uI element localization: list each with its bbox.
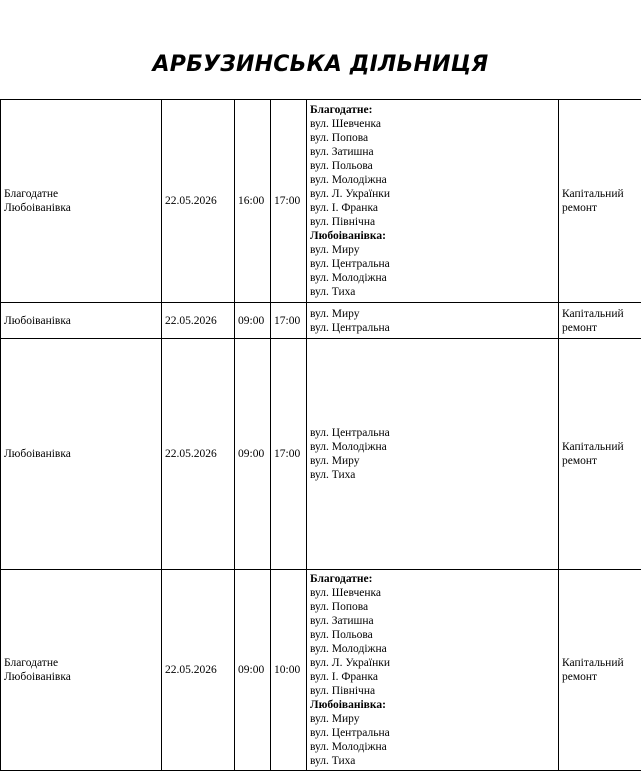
street-name: вул. Тиха [310, 469, 356, 481]
settlement-name: Благодатне [4, 188, 59, 200]
date-cell: 22.05.2026 [162, 570, 235, 771]
settlement-heading: Благодатне: [310, 104, 373, 116]
table-row [1, 100, 641, 303]
end-time-cell: 17:00 [271, 303, 307, 339]
start-time-cell: 09:00 [235, 570, 271, 771]
reason-text: ремонт [562, 202, 598, 214]
street-name: вул. Центральна [310, 427, 390, 439]
street-name: вул. Центральна [310, 727, 390, 739]
reason-text: ремонт [562, 455, 598, 467]
reason-cell [559, 100, 641, 303]
reason-text: Капітальний [562, 307, 624, 320]
street-name: вул. Попова [310, 601, 369, 613]
street-name: вул. Затишна [310, 615, 374, 627]
street-name: вул. Північна [310, 685, 376, 697]
date-cell: 22.05.2026 [162, 303, 235, 339]
reason-cell [559, 303, 641, 339]
reason-text: Капітальний [562, 188, 624, 200]
reason-text: Капітальний [562, 657, 624, 669]
street-name: вул. Л. Українки [310, 188, 390, 200]
settlement-name: Любоіванівка [4, 202, 71, 214]
start-time-cell: 09:00 [235, 303, 271, 339]
settlements-cell [1, 100, 162, 303]
street-name: вул. Центральна [310, 321, 390, 334]
street-name: вул. Центральна [310, 258, 390, 270]
street-name: вул. Молодіжна [310, 272, 387, 284]
settlement-heading: Благодатне: [310, 573, 373, 585]
street-name: вул. Молодіжна [310, 741, 387, 753]
settlement-heading: Любоіванівка: [310, 230, 386, 242]
page-title: АРБУЗИНСЬКА ДІЛЬНИЦЯ [152, 52, 489, 77]
reason-cell [559, 339, 641, 570]
street-name: вул. Шевченка [310, 118, 382, 130]
street-name: вул. Попова [310, 132, 369, 144]
street-name: вул. І. Франка [310, 671, 378, 683]
street-name: вул. Миру [310, 455, 360, 467]
street-name: вул. Тиха [310, 755, 356, 767]
start-time-cell: 09:00 [235, 339, 271, 570]
settlement-heading: Любоіванівка: [310, 699, 386, 711]
table-row [1, 339, 641, 570]
street-name: вул. Шевченка [310, 587, 382, 599]
street-name: вул. Л. Українки [310, 657, 390, 669]
start-time-cell: 16:00 [235, 100, 271, 303]
settlements-cell [1, 303, 162, 339]
reason-text: ремонт [562, 321, 598, 334]
end-time-cell: 17:00 [271, 100, 307, 303]
settlement-name: Благодатне [4, 657, 59, 669]
street-name: вул. Миру [310, 713, 360, 725]
street-name: вул. Молодіжна [310, 441, 387, 453]
date-cell: 22.05.2026 [162, 339, 235, 570]
outage-schedule-table [0, 99, 641, 771]
street-name: вул. Польова [310, 629, 373, 641]
settlement-name: Любоіванівка [4, 671, 71, 683]
end-time-cell: 17:00 [271, 339, 307, 570]
table-row [1, 570, 641, 771]
street-name: вул. Затишна [310, 146, 374, 158]
street-name: вул. Тиха [310, 286, 356, 298]
end-time-cell: 10:00 [271, 570, 307, 771]
street-name: вул. Польова [310, 160, 373, 172]
street-name: вул. Молодіжна [310, 174, 387, 186]
table-row [1, 303, 641, 339]
settlement-name: Любоіванівка [4, 314, 71, 327]
date-cell: 22.05.2026 [162, 100, 235, 303]
streets-cell [307, 339, 559, 570]
streets-cell [307, 100, 559, 303]
settlements-cell [1, 339, 162, 570]
street-name: вул. Північна [310, 216, 376, 228]
reason-text: Капітальний [562, 441, 624, 453]
reason-cell [559, 570, 641, 771]
streets-cell [307, 303, 559, 339]
reason-text: ремонт [562, 671, 598, 683]
street-name: вул. Молодіжна [310, 643, 387, 655]
street-name: вул. І. Франка [310, 202, 378, 214]
street-name: вул. Миру [310, 244, 360, 256]
settlements-cell [1, 570, 162, 771]
streets-cell [307, 570, 559, 771]
street-name: вул. Миру [310, 307, 360, 320]
settlement-name: Любоіванівка [4, 448, 71, 460]
